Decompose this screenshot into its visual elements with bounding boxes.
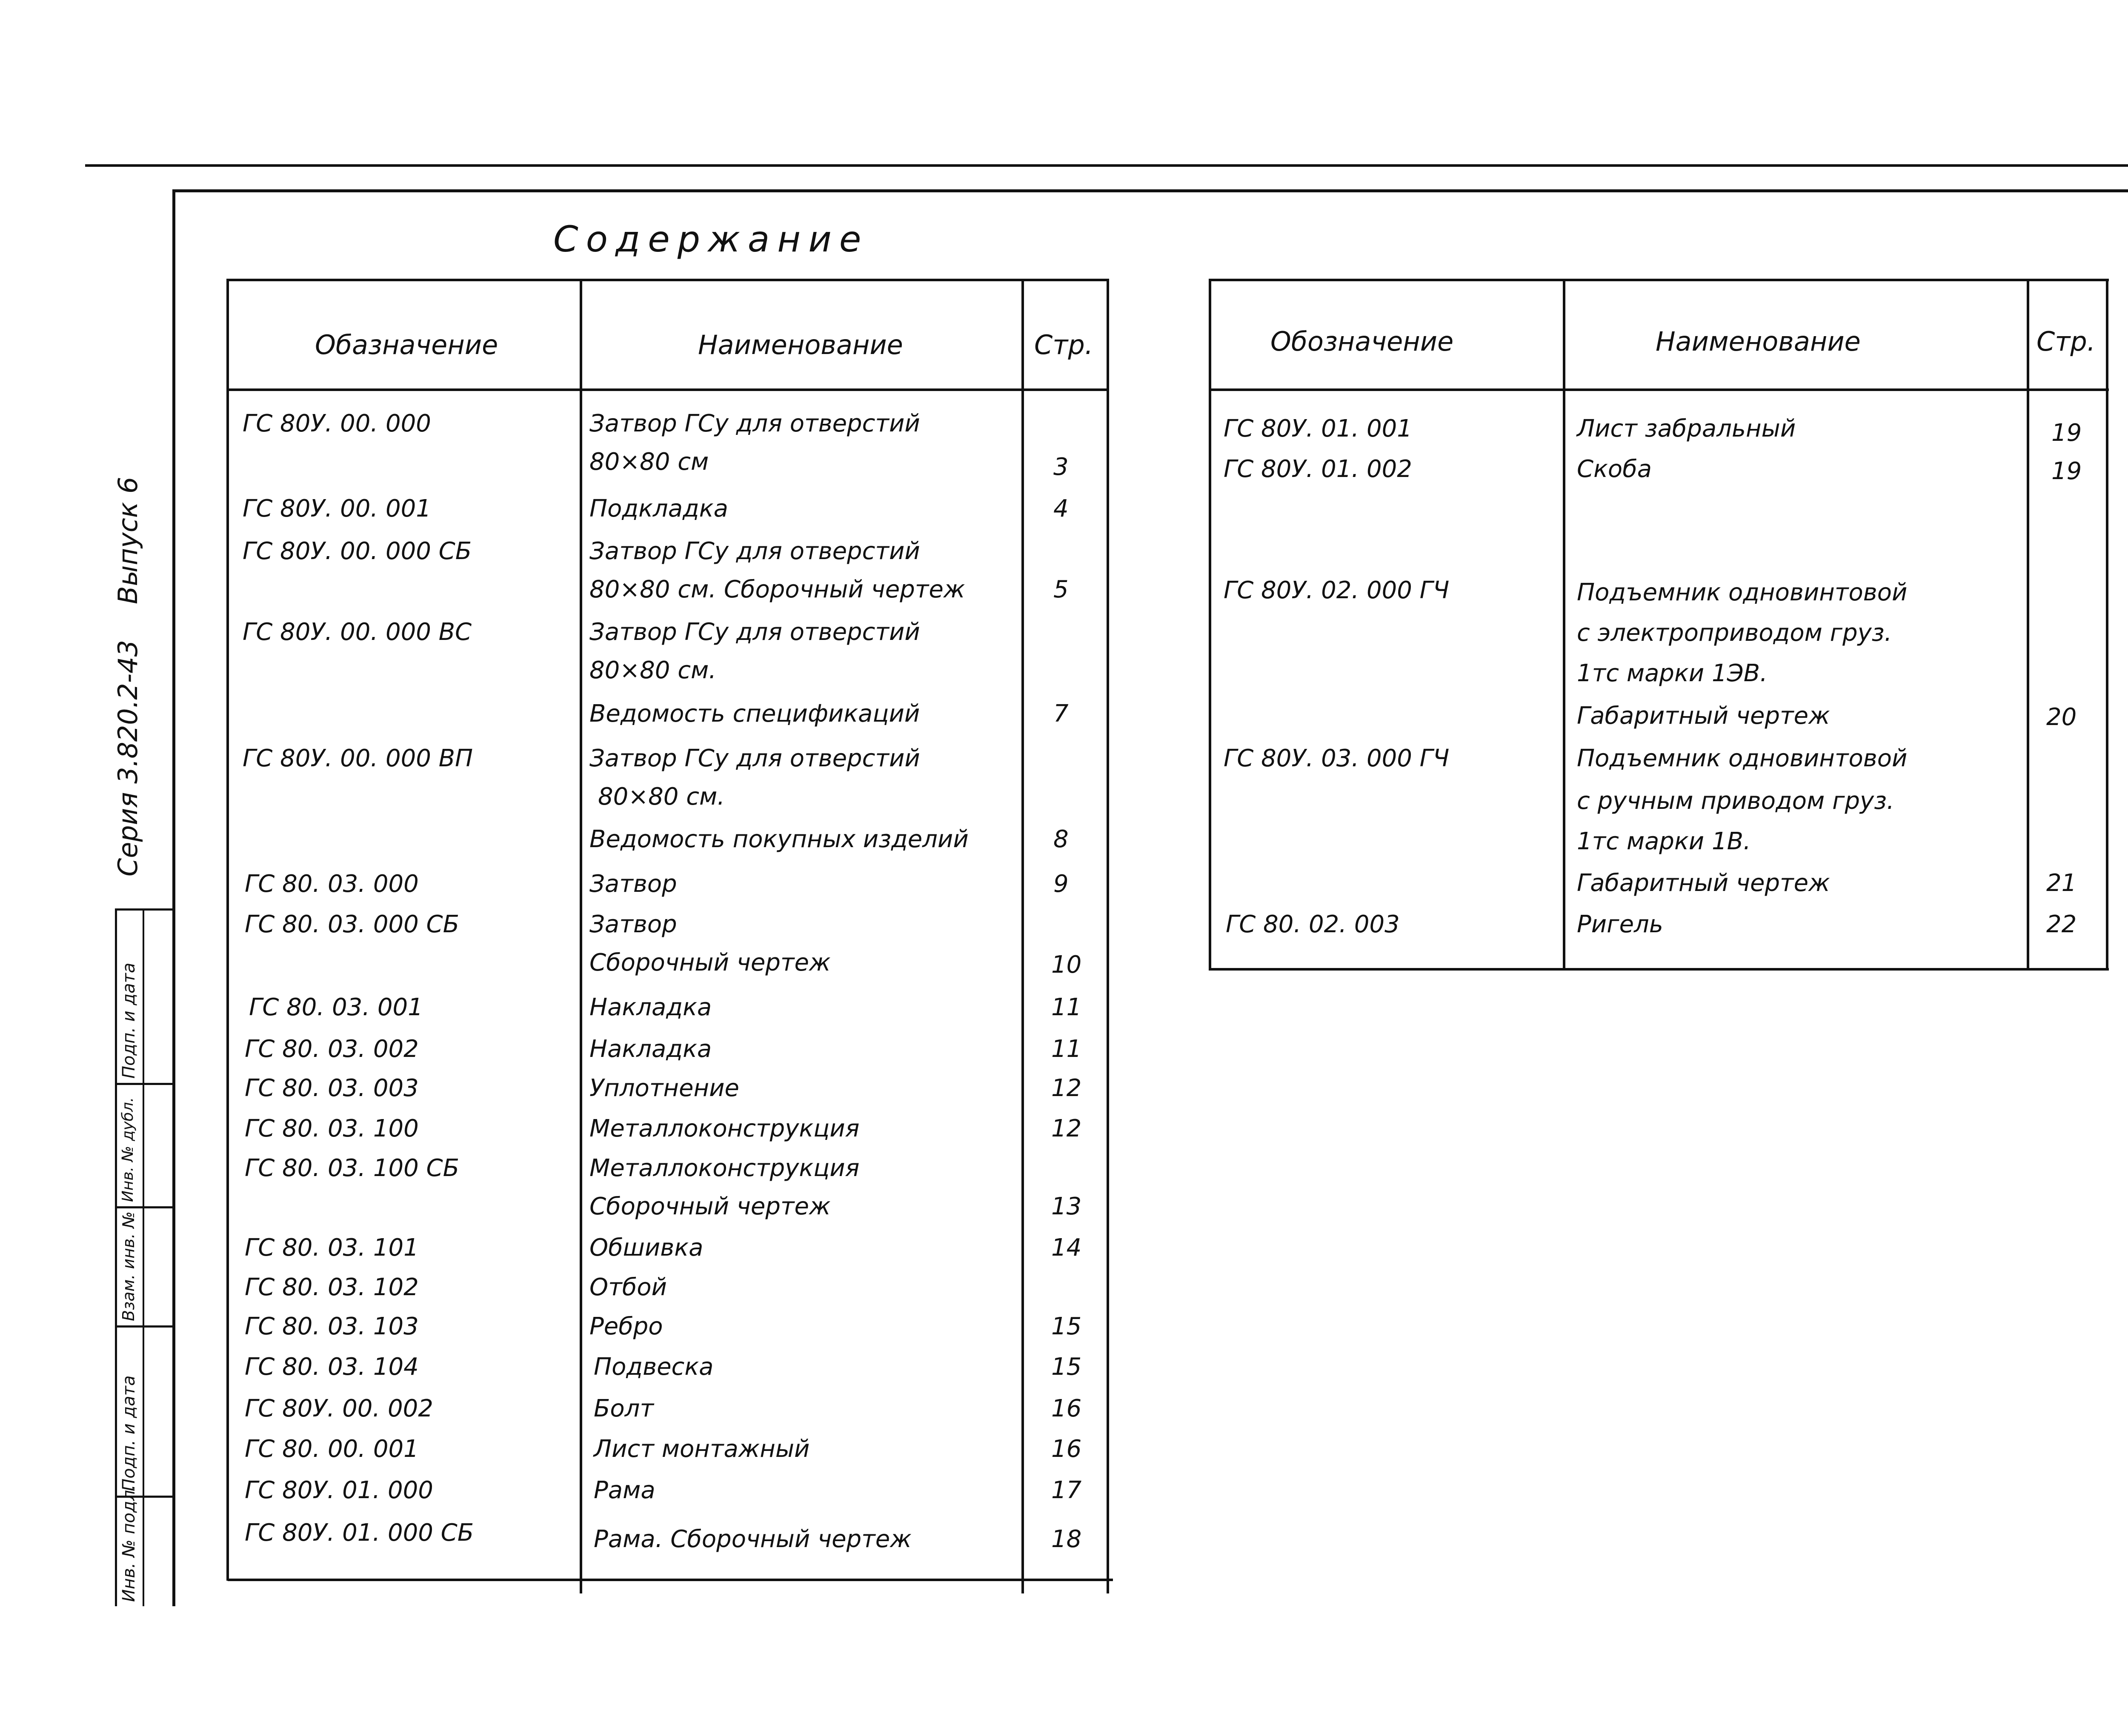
table-border bbox=[1021, 279, 1024, 1593]
row-page: 14 bbox=[1051, 1234, 1082, 1262]
row-designation: ГС 80. 02. 003 bbox=[1226, 911, 1400, 938]
row-name-line: Болт bbox=[594, 1395, 654, 1422]
frame-left bbox=[172, 189, 175, 1606]
row-page: 8 bbox=[1053, 825, 1069, 853]
row-name-line: Ведомость спецификаций bbox=[589, 700, 920, 728]
row-page: 9 bbox=[1053, 870, 1069, 898]
row-designation: ГС 80. 03. 104 bbox=[245, 1353, 419, 1381]
row-name-line: Накладка bbox=[589, 994, 712, 1021]
row-page: 13 bbox=[1051, 1193, 1082, 1220]
header-page: Стр. bbox=[1034, 329, 1093, 360]
row-page: 16 bbox=[1051, 1395, 1082, 1422]
stamp-top bbox=[115, 908, 174, 911]
row-page: 12 bbox=[1051, 1115, 1082, 1142]
row-name-line: Ригель bbox=[1577, 911, 1663, 938]
row-name-line: 80×80 см. Сборочный чертеж bbox=[589, 576, 965, 603]
row-page: 15 bbox=[1051, 1353, 1082, 1381]
row-name-line: Ребро bbox=[589, 1313, 663, 1340]
table-border bbox=[1563, 279, 1565, 971]
row-designation: ГС 80У. 00. 002 bbox=[245, 1395, 433, 1422]
stamp-label: Инв. № дубл. bbox=[119, 1097, 137, 1202]
table-border bbox=[228, 1579, 1113, 1581]
row-designation: ГС 80. 03. 100 bbox=[245, 1115, 419, 1142]
row-designation: ГС 80. 03. 103 bbox=[245, 1313, 419, 1340]
frame-top bbox=[172, 189, 2128, 192]
row-page: 12 bbox=[1051, 1074, 1082, 1102]
row-name-line: Сборочный чертеж bbox=[589, 1193, 831, 1220]
table-border bbox=[1209, 388, 2109, 391]
stamp-divider bbox=[143, 908, 144, 1606]
row-designation: ГС 80У. 00. 001 bbox=[243, 495, 431, 523]
stamp-label: Взам. инв. № bbox=[119, 1211, 138, 1321]
row-page: 19 bbox=[2051, 419, 2082, 447]
header-name: Наименование bbox=[1656, 326, 1861, 357]
row-name-line: Скоба bbox=[1577, 455, 1652, 483]
row-designation: ГС 80. 03. 003 bbox=[245, 1074, 419, 1102]
row-designation: ГС 80У. 00. 000 ВП bbox=[243, 745, 473, 772]
row-name-line: Затвор bbox=[589, 911, 677, 938]
row-page: 11 bbox=[1051, 994, 1082, 1021]
row-page: 19 bbox=[2051, 457, 2082, 485]
stamp-sep-1 bbox=[115, 1083, 174, 1085]
row-name-line: 1тс марки 1ЭВ. bbox=[1577, 660, 1768, 687]
row-designation: ГС 80У. 01. 001 bbox=[1224, 415, 1412, 443]
row-designation: ГС 80. 03. 101 bbox=[245, 1234, 419, 1262]
row-page: 10 bbox=[1051, 951, 1082, 979]
row-page: 17 bbox=[1051, 1476, 1082, 1504]
row-name-line: Габаритный чертеж bbox=[1577, 869, 1830, 897]
row-name-line: Металлоконструкция bbox=[589, 1115, 860, 1142]
row-name-line: Рама. Сборочный чертеж bbox=[594, 1525, 912, 1553]
row-page: 15 bbox=[1051, 1313, 1082, 1340]
row-designation: ГС 80У. 01. 000 bbox=[245, 1476, 433, 1504]
row-designation: ГС 80. 03. 000 СБ bbox=[245, 911, 460, 938]
row-name-line: 80×80 см. bbox=[598, 783, 725, 811]
row-name-line: Сборочный чертеж bbox=[589, 949, 831, 976]
stamp-sep-2 bbox=[115, 1206, 174, 1208]
row-page: 22 bbox=[2046, 911, 2077, 938]
row-name-line: Подкладка bbox=[589, 495, 728, 523]
row-name-line: Затвор ГСу для отверстий bbox=[589, 745, 920, 772]
table-border bbox=[2027, 279, 2029, 971]
series-label: Серия 3.820.2-43 bbox=[112, 640, 143, 877]
row-designation: ГС 80У. 00. 000 СБ bbox=[243, 537, 472, 565]
row-name-line: 80×80 см bbox=[589, 448, 709, 476]
table-border bbox=[1209, 279, 2109, 281]
row-page: 3 bbox=[1053, 453, 1069, 481]
row-name-line: Ведомость покупных изделий bbox=[589, 825, 969, 853]
row-page: 4 bbox=[1053, 495, 1069, 523]
stamp-label: Подп. и дата bbox=[119, 962, 139, 1079]
row-name-line: Лист монтажный bbox=[594, 1435, 810, 1463]
row-designation: ГС 80У. 01. 002 bbox=[1224, 455, 1412, 483]
row-page: 16 bbox=[1051, 1435, 1082, 1463]
top-trim-line bbox=[85, 164, 2128, 167]
row-designation: ГС 80. 00. 001 bbox=[245, 1435, 419, 1463]
row-name-line: с ручным приводом груз. bbox=[1577, 787, 1894, 815]
row-name-line: Подъемник одновинтовой bbox=[1577, 745, 1908, 772]
row-name-line: 80×80 см. bbox=[589, 657, 717, 684]
row-page: 20 bbox=[2046, 703, 2077, 731]
row-designation: ГС 80У. 01. 000 СБ bbox=[245, 1519, 474, 1547]
row-designation: ГС 80У. 00. 000 ВС bbox=[243, 618, 472, 646]
header-designation: Обозначение bbox=[1270, 326, 1454, 357]
row-page: 11 bbox=[1051, 1035, 1082, 1063]
row-name-line: Обшивка bbox=[589, 1234, 704, 1262]
header-name: Наименование bbox=[698, 329, 903, 360]
row-name-line: Подвеска bbox=[594, 1353, 714, 1381]
issue-label: Выпуск 6 bbox=[112, 477, 143, 604]
table-border bbox=[226, 279, 229, 1581]
table-border bbox=[1209, 279, 1211, 971]
table-border bbox=[580, 279, 582, 1593]
row-name-line: Затвор ГСу для отверстий bbox=[589, 537, 920, 565]
row-designation: ГС 80. 03. 001 bbox=[249, 994, 423, 1021]
stamp-label: Инв. № подл. bbox=[119, 1485, 139, 1602]
table-border bbox=[226, 388, 1109, 391]
row-name-line: 1тс марки 1В. bbox=[1577, 828, 1751, 855]
row-designation: ГС 80. 03. 100 СБ bbox=[245, 1154, 460, 1182]
stamp-sep-3 bbox=[115, 1325, 174, 1328]
row-name-line: Затвор bbox=[589, 870, 677, 898]
row-name-line: Затвор ГСу для отверстий bbox=[589, 618, 920, 646]
row-name-line: Лист забральный bbox=[1577, 415, 1796, 443]
row-page: 5 bbox=[1053, 576, 1069, 603]
stamp-label: Подп. и дата bbox=[119, 1375, 139, 1491]
stamp-left-edge bbox=[115, 908, 117, 1606]
header-designation: Обазначение bbox=[315, 329, 498, 360]
page-title: Содержание bbox=[553, 218, 869, 260]
row-name-line: с электроприводом груз. bbox=[1577, 619, 1892, 647]
row-page: 7 bbox=[1053, 700, 1069, 728]
row-page: 18 bbox=[1051, 1525, 1082, 1553]
row-name-line: Накладка bbox=[589, 1035, 712, 1063]
row-designation: ГС 80. 03. 102 bbox=[245, 1273, 419, 1301]
row-page: 21 bbox=[2046, 869, 2077, 897]
table-border bbox=[1209, 968, 2109, 971]
row-name-line: Рама bbox=[594, 1476, 655, 1504]
table-border bbox=[1107, 279, 1109, 1593]
row-name-line: Отбой bbox=[589, 1273, 667, 1301]
header-page: Стр. bbox=[2036, 326, 2096, 357]
row-designation: ГС 80. 03. 002 bbox=[245, 1035, 419, 1063]
row-designation: ГС 80У. 02. 000 ГЧ bbox=[1224, 577, 1450, 604]
row-name-line: Габаритный чертеж bbox=[1577, 702, 1830, 730]
row-designation: ГС 80У. 00. 000 bbox=[243, 410, 431, 437]
row-designation: ГС 80У. 03. 000 ГЧ bbox=[1224, 745, 1450, 772]
table-border bbox=[226, 279, 1109, 281]
table-border bbox=[2106, 279, 2108, 971]
row-name-line: Подъемник одновинтовой bbox=[1577, 579, 1908, 606]
row-name-line: Затвор ГСу для отверстий bbox=[589, 410, 920, 437]
row-name-line: Уплотнение bbox=[589, 1074, 739, 1102]
row-name-line: Металлоконструкция bbox=[589, 1154, 860, 1182]
row-designation: ГС 80. 03. 000 bbox=[245, 870, 419, 898]
